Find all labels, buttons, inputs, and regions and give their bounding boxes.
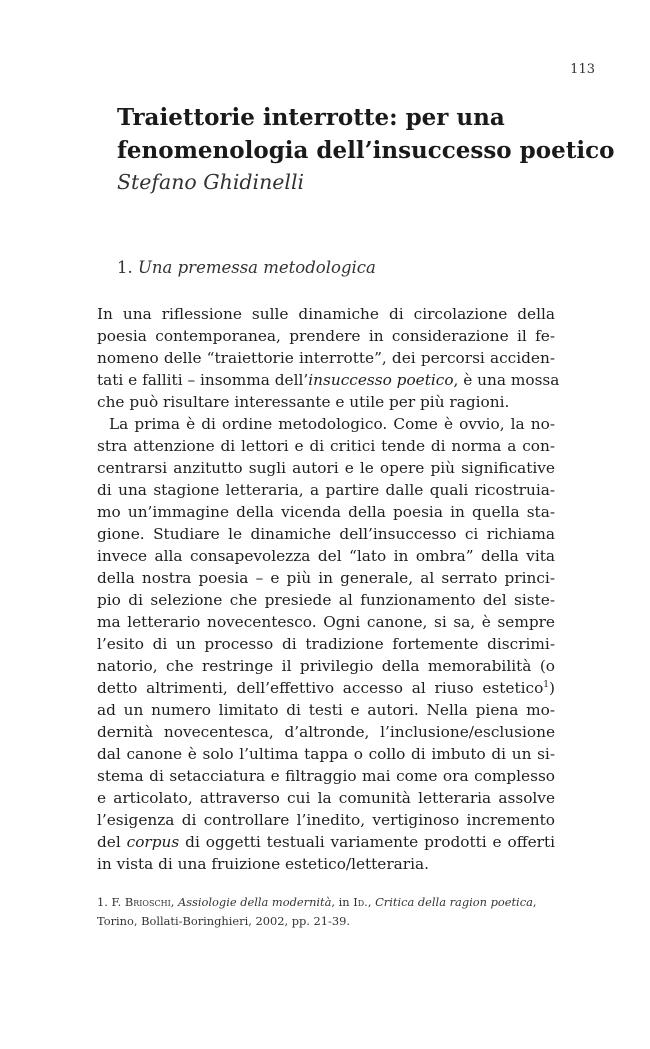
text-line: pio di selezione che presiede al funzionamento del siste- [97,591,555,609]
footnote-id: Id. [353,895,368,909]
text-run: , è una mossa [453,371,560,389]
text-line: in vista di una fruizione estetico/letteraria. [97,855,429,873]
title-line: fenomenologia dell’insuccesso poetico [117,137,615,164]
text-line: e articolato, attraverso cui la comunità letteraria assolve [97,789,555,807]
text-line: invece alla consapevolezza del “lato in ombra” della vita [97,547,555,565]
footnote-number: 1. [97,895,108,909]
text-line: stema di setacciatura e filtraggio mai come ora complesso [97,767,555,785]
emphasis: corpus [126,833,180,851]
footnote-author-surname: Brioschi [124,895,171,909]
author-name: Stefano Ghidinelli [117,170,305,194]
text-run: tati e falliti – insomma dell’ [97,371,309,389]
text-line: dal canone è solo l’ultima tappa o collo di imbuto di un si- [97,745,555,763]
text-line [97,677,555,699]
text-line: l’esito di un processo di tradizione fortemente discrimi- [97,635,555,653]
text-line: l’esigenza di controllare l’inedito, vertiginoso incremento [97,811,555,829]
text-line: La prima è di ordine metodologico. Come è ovvio, la no- [109,415,555,433]
page-number: 113 [570,62,595,77]
footnote-volume: Critica della ragion poetica [375,895,533,909]
footnote-connector: , in [331,895,354,909]
text-line: di una stagione letteraria, a partire dalle quali ricostruia- [97,481,555,499]
text-run: ) [549,679,555,697]
text-line: nomeno delle “traiettorie interrotte”, dei percorsi acciden- [97,349,555,367]
text-line: In una riflessione sulle dinamiche di circolazione della [97,305,555,323]
text-run: del [97,833,127,851]
text-line: dernità novecentesca, d’altronde, l’inclusione/esclusione [97,723,555,741]
section-title: Una premessa metodologica [138,258,376,277]
title-line: Traiettorie interrotte: per una [117,104,505,131]
text-line: che può risultare interessante e utile per più ragioni. [97,393,510,411]
text-line: della nostra poesia – e più in generale, al serrato princi- [97,569,555,587]
footnote-line: 1. F. Brioschi, Assiologie della modernità, in Id., Critica della ragion poetica, [97,895,537,909]
text-line: mo un’immagine della vicenda della poesia in quella sta- [97,503,555,521]
text-line: ad un numero limitato di testi e autori. Nella piena mo- [97,701,555,719]
footnote-line: Torino, Bollati-Boringhieri, 2002, pp. 21-39. [97,914,350,928]
text-run: di oggetti testuali variamente prodotti e offerti [179,833,555,851]
text-line: poesia contemporanea, prendere in considerazione il fe- [97,327,555,345]
text-line: natorio, che restringe il privilegio della memorabilità (o [97,657,555,675]
text-run: detto altrimenti, dell’effettivo accesso al riuso estetico [97,679,544,697]
text-line [97,369,560,391]
text-line: ma letterario novecentesco. Ogni canone, si sa, è sempre [97,613,555,631]
section-number: 1. [117,258,133,277]
emphasis: insuccesso poetico [308,371,454,389]
section-heading [117,258,376,277]
text-line: centrarsi anzitutto sugli autori e le opere più significative [97,459,555,477]
footnote [97,893,557,931]
text-line: stra attenzione di lettori e di critici tende di norma a con- [97,437,555,455]
body-text [97,303,560,875]
text-line: gione. Studiare le dinamiche dell’insuccesso ci richiama [97,525,555,543]
text-line [97,831,555,853]
footnote-ref[interactable]: 1 [543,680,550,690]
footnote-work: Assiologie della modernità [177,895,332,909]
article-title [117,101,615,167]
footnote-author-initial: F. [111,895,122,909]
